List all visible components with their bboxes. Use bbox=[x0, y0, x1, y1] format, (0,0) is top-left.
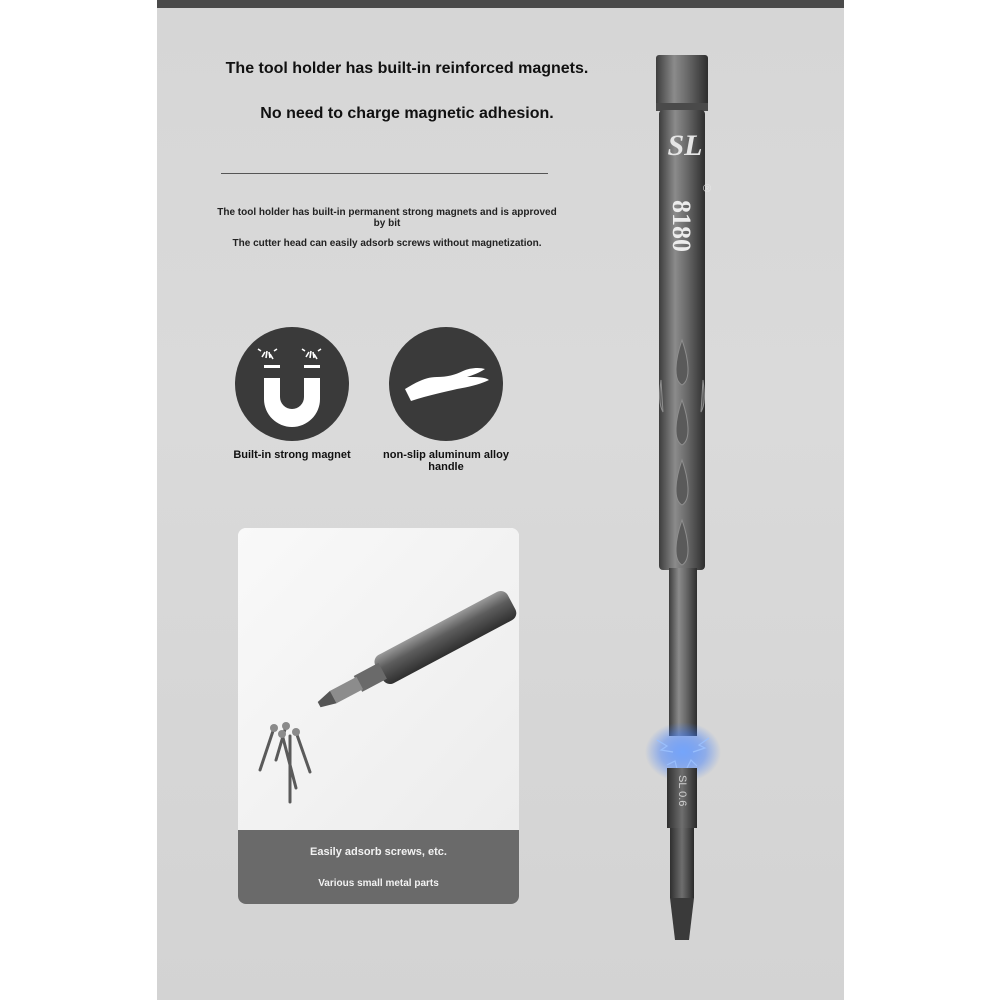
handle-feature-label: non-slip aluminum alloy handle bbox=[383, 449, 509, 473]
headline-line-1: The tool holder has built-in reinforced magnets. bbox=[225, 60, 589, 77]
screwdriver-image bbox=[637, 40, 757, 950]
divider bbox=[221, 173, 548, 174]
screw-pickup-photo bbox=[238, 528, 519, 830]
product-panel bbox=[157, 0, 844, 1000]
photo-caption-2: Various small metal parts bbox=[318, 878, 439, 889]
headline-line-2: No need to charge magnetic adhesion. bbox=[260, 105, 554, 122]
caption-band bbox=[238, 830, 519, 904]
registered-mark: ® bbox=[703, 183, 712, 195]
screw-pickup-photo-card bbox=[238, 528, 519, 904]
model-number: 8180 bbox=[667, 200, 696, 252]
hand-icon bbox=[389, 327, 503, 441]
bit-label: SL 0.6 bbox=[676, 775, 688, 807]
magnet-feature-circle bbox=[235, 327, 349, 441]
handle-feature-circle bbox=[389, 327, 503, 441]
photo-caption-1: Easily adsorb screws, etc. bbox=[310, 846, 447, 858]
subtext-line-1: The tool holder has built-in permanent strong magnets and is approved by bit bbox=[217, 207, 557, 229]
subtext-line-2: The cutter head can easily adsorb screws without magnetization. bbox=[232, 238, 542, 249]
magnet-feature-label: Built-in strong magnet bbox=[233, 449, 351, 461]
top-bar bbox=[157, 0, 844, 8]
magnet-icon bbox=[235, 327, 349, 441]
brand-logo: SL bbox=[667, 129, 703, 162]
